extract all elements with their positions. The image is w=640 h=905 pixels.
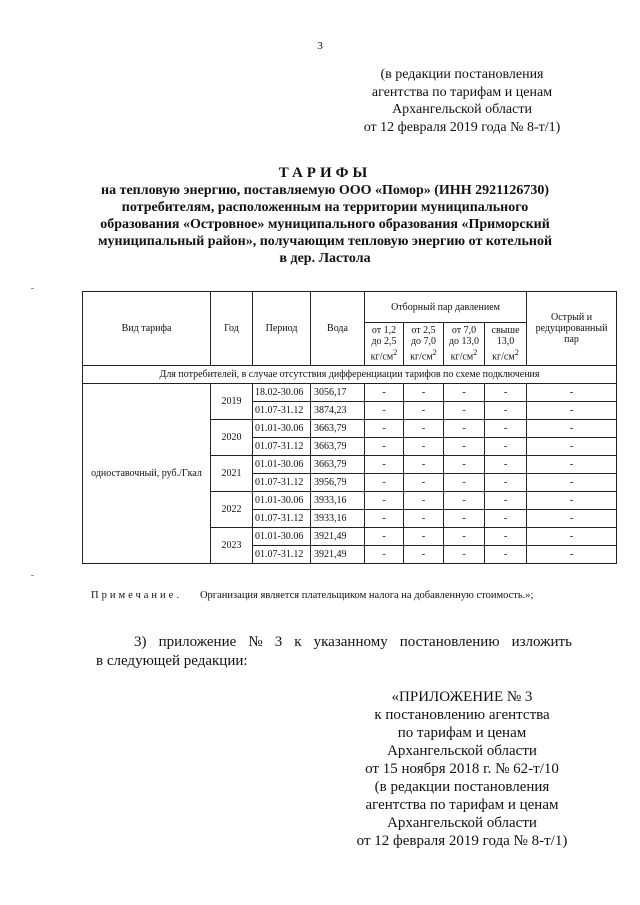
header-type: Вид тарифа bbox=[83, 292, 211, 366]
water-cell: 3933,16 bbox=[311, 492, 365, 510]
dash-cell: - bbox=[365, 420, 404, 438]
note-text: Организация является плательщиком налога на добавленную стоимость.»; bbox=[199, 590, 534, 601]
dash-cell: - bbox=[404, 438, 444, 456]
year-cell: 2023 bbox=[211, 528, 253, 564]
dash-cell: - bbox=[527, 438, 617, 456]
header-steam-4 bbox=[485, 323, 527, 366]
title-line: в дер. Ластола bbox=[279, 251, 371, 266]
dash-cell: - bbox=[527, 474, 617, 492]
appendix-line: Архангельской области bbox=[387, 815, 537, 831]
dash-cell: - bbox=[444, 546, 485, 564]
appendix-line: «ПРИЛОЖЕНИЕ № 3 bbox=[391, 689, 533, 705]
period-cell: 01.07-31.12 bbox=[253, 546, 311, 564]
dash-cell: - bbox=[485, 438, 527, 456]
title-line: муниципальный район», получающим тепловую энергию от котельной bbox=[97, 234, 553, 249]
water-cell: 3921,49 bbox=[311, 528, 365, 546]
dash-cell: - bbox=[527, 384, 617, 402]
header-steam-3 bbox=[444, 323, 485, 366]
year-cell: 2021 bbox=[211, 456, 253, 492]
header-sharp-steam bbox=[527, 292, 617, 366]
dash-cell: - bbox=[404, 510, 444, 528]
water-cell: 3056,17 bbox=[311, 384, 365, 402]
header-text: от 1,2 bbox=[371, 325, 397, 337]
dash-cell: - bbox=[404, 546, 444, 564]
header-text: от 2,5 bbox=[411, 325, 436, 337]
paragraph-line-2: в следующей редакции: bbox=[96, 653, 248, 669]
dash-cell: - bbox=[527, 546, 617, 564]
appendix-line: (в редакции постановления bbox=[374, 779, 550, 795]
header-text: до 13,0 bbox=[448, 336, 480, 348]
period-cell: 01.07-31.12 bbox=[253, 510, 311, 528]
appendix-line: от 12 февраля 2019 года № 8-т/1) bbox=[356, 833, 568, 849]
paragraph-word: приложение bbox=[158, 634, 237, 650]
period-cell: 01.01-30.06 bbox=[253, 456, 311, 474]
dash-cell: - bbox=[527, 528, 617, 546]
dash-cell: - bbox=[404, 384, 444, 402]
year-cell: 2019 bbox=[211, 384, 253, 420]
water-cell: 3933,16 bbox=[311, 510, 365, 528]
water-cell: 3956,79 bbox=[311, 474, 365, 492]
period-cell: 01.01-30.06 bbox=[253, 492, 311, 510]
section-row bbox=[83, 366, 617, 384]
paragraph-word: постановлению bbox=[399, 634, 500, 650]
title-line: на тепловую энергию, поставляемую ООО «Помор» (ИНН 2921126730) bbox=[101, 183, 549, 198]
header-sharp-line: пар bbox=[564, 334, 579, 345]
page-number: 3 bbox=[317, 40, 323, 52]
header-text: свыше bbox=[491, 325, 520, 337]
paragraph-word: № bbox=[248, 634, 263, 650]
header-steam-2 bbox=[404, 323, 444, 366]
header-text: 2 bbox=[514, 348, 519, 358]
header-text: кг/см bbox=[450, 351, 474, 363]
water-cell: 3874,23 bbox=[311, 402, 365, 420]
dash-cell: - bbox=[485, 528, 527, 546]
appendix-line: от 15 ноября 2018 г. № 62-т/10 bbox=[365, 761, 559, 777]
appendix-line: Архангельской области bbox=[387, 743, 537, 759]
appendix-line: агентства по тарифам и ценам bbox=[365, 797, 559, 813]
dash-cell: - bbox=[485, 492, 527, 510]
dash-cell: - bbox=[527, 402, 617, 420]
revision-note bbox=[352, 66, 572, 136]
dash-cell: - bbox=[444, 510, 485, 528]
dash-cell: - bbox=[485, 384, 527, 402]
year-cell: 2020 bbox=[211, 420, 253, 456]
amendment-paragraph bbox=[96, 633, 572, 671]
note-label: Примечание. bbox=[91, 590, 182, 601]
period-cell: 01.07-31.12 bbox=[253, 402, 311, 420]
dash-cell: - bbox=[404, 420, 444, 438]
period-cell: 18.02-30.06 bbox=[253, 384, 311, 402]
header-text: 13,0 bbox=[496, 336, 515, 348]
header-text: кг/см bbox=[410, 351, 433, 363]
document-title bbox=[60, 165, 590, 267]
tariff-table bbox=[82, 291, 617, 564]
dash-cell: - bbox=[527, 510, 617, 528]
paragraph-word: к bbox=[294, 634, 302, 650]
dash-cell: - bbox=[527, 420, 617, 438]
dash-cell: - bbox=[404, 456, 444, 474]
dash-cell: - bbox=[404, 528, 444, 546]
paragraph-word: 3) bbox=[134, 634, 147, 650]
appendix-header bbox=[342, 688, 582, 850]
dash-cell: - bbox=[527, 456, 617, 474]
dash-cell: - bbox=[485, 456, 527, 474]
dash-cell: - bbox=[444, 384, 485, 402]
title-heading: ТАРИФЫ bbox=[278, 165, 372, 181]
header-steam-group: Отборный пар давлением bbox=[365, 292, 527, 323]
header-text: кг/см bbox=[492, 351, 515, 363]
dash-cell: - bbox=[444, 438, 485, 456]
dash-cell: - bbox=[365, 528, 404, 546]
water-cell: 3921,49 bbox=[311, 546, 365, 564]
paragraph-word: указанному bbox=[313, 634, 388, 650]
table-row bbox=[83, 384, 617, 402]
header-text: до 7,0 bbox=[410, 336, 437, 348]
dash-cell: - bbox=[485, 402, 527, 420]
dash-cell: - bbox=[404, 474, 444, 492]
revision-note-line: (в редакции постановления bbox=[380, 67, 544, 82]
paragraph-word: изложить bbox=[511, 634, 572, 650]
dash-cell: - bbox=[444, 420, 485, 438]
dash-cell: - bbox=[365, 438, 404, 456]
dash-cell: - bbox=[444, 492, 485, 510]
margin-mark bbox=[31, 288, 34, 289]
header-text: до 2,5 bbox=[371, 336, 397, 348]
appendix-line: по тарифам и ценам bbox=[397, 725, 527, 741]
header-year: Год bbox=[211, 292, 253, 366]
header-sharp-line: редуцированный bbox=[535, 323, 608, 334]
header-text: кг/см bbox=[370, 351, 394, 363]
revision-note-line: от 12 февраля 2019 года № 8-т/1) bbox=[363, 119, 561, 135]
water-cell: 3663,79 bbox=[311, 456, 365, 474]
header-text: 2 bbox=[432, 348, 437, 358]
dash-cell: - bbox=[365, 492, 404, 510]
period-cell: 01.01-30.06 bbox=[253, 528, 311, 546]
dash-cell: - bbox=[365, 546, 404, 564]
dash-cell: - bbox=[444, 528, 485, 546]
header-text: 2 bbox=[393, 348, 398, 358]
paragraph-word: 3 bbox=[274, 634, 283, 650]
tariff-type-cell: одноставочный, руб./Гкал bbox=[83, 384, 211, 564]
header-text: 2 bbox=[473, 348, 478, 358]
header-sharp-line: Острый и bbox=[550, 312, 593, 323]
header-steam-1 bbox=[365, 323, 404, 366]
paragraph-line-1 bbox=[96, 633, 572, 652]
dash-cell: - bbox=[404, 492, 444, 510]
dash-cell: - bbox=[365, 456, 404, 474]
dash-cell: - bbox=[485, 546, 527, 564]
dash-cell: - bbox=[365, 402, 404, 420]
dash-cell: - bbox=[527, 492, 617, 510]
dash-cell: - bbox=[365, 384, 404, 402]
header-row bbox=[83, 292, 617, 323]
title-line: образования «Островное» муниципального образования «Приморский bbox=[100, 217, 550, 232]
header-text: от 7,0 bbox=[451, 325, 477, 337]
period-cell: 01.07-31.12 bbox=[253, 474, 311, 492]
dash-cell: - bbox=[404, 402, 444, 420]
dash-cell: - bbox=[444, 402, 485, 420]
year-cell: 2022 bbox=[211, 492, 253, 528]
appendix-line: к постановлению агентства bbox=[374, 707, 550, 723]
table-note bbox=[91, 590, 533, 601]
dash-cell: - bbox=[365, 474, 404, 492]
water-cell: 3663,79 bbox=[311, 420, 365, 438]
dash-cell: - bbox=[444, 456, 485, 474]
revision-note-line: Архангельской области bbox=[392, 102, 532, 117]
header-period: Период bbox=[253, 292, 311, 366]
dash-cell: - bbox=[485, 420, 527, 438]
margin-mark bbox=[31, 575, 34, 576]
title-line: потребителям, расположенным на территории муниципального bbox=[121, 200, 529, 215]
water-cell: 3663,79 bbox=[311, 438, 365, 456]
dash-cell: - bbox=[365, 510, 404, 528]
dash-cell: - bbox=[485, 474, 527, 492]
dash-cell: - bbox=[485, 510, 527, 528]
period-cell: 01.07-31.12 bbox=[253, 438, 311, 456]
period-cell: 01.01-30.06 bbox=[253, 420, 311, 438]
section-label: Для потребителей, в случае отсутствия дифференциации тарифов по схеме подключения bbox=[83, 366, 617, 384]
header-water: Вода bbox=[311, 292, 365, 366]
revision-note-line: агентства по тарифам и ценам bbox=[371, 84, 553, 100]
dash-cell: - bbox=[444, 474, 485, 492]
